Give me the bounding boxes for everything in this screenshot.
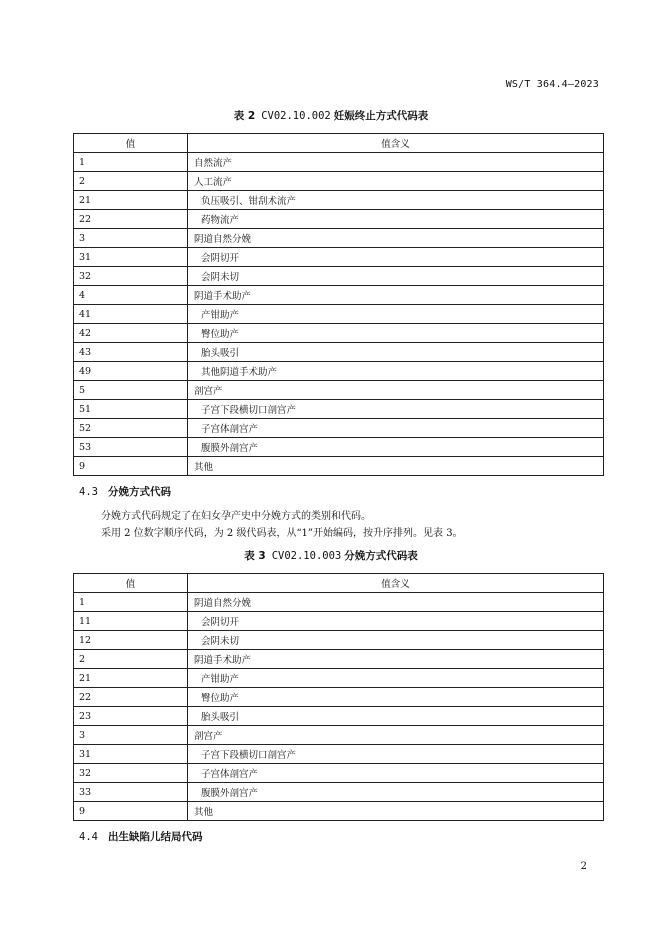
table-cell-meaning: 子宫下段横切口剖宫产 — [188, 745, 604, 764]
table-row — [74, 286, 604, 305]
table-cell-value: 22 — [74, 688, 188, 707]
table-cell-value: 49 — [74, 362, 188, 381]
table-row — [74, 191, 604, 210]
table-row — [74, 457, 604, 476]
table-row — [74, 612, 604, 631]
table2-body — [74, 153, 604, 476]
table-cell-meaning: 阴道手术助产 — [188, 650, 604, 669]
table-row — [74, 438, 604, 457]
table-cell-value: 1 — [74, 593, 188, 612]
table-row — [74, 650, 604, 669]
table3 — [73, 573, 604, 821]
table-cell-value: 52 — [74, 419, 188, 438]
table2-caption-title: 妊娠终止方式代码表 — [333, 110, 429, 122]
table-cell-meaning: 子宫下段横切口剖宫产 — [188, 400, 604, 419]
table-cell-value: 4 — [74, 286, 188, 305]
table-cell-value: 31 — [74, 248, 188, 267]
document-code: WS/T 364.4—2023 — [505, 79, 599, 90]
table-cell-value: 5 — [74, 381, 188, 400]
table-row — [74, 362, 604, 381]
table-cell-meaning: 药物流产 — [188, 210, 604, 229]
table-cell-value: 2 — [74, 172, 188, 191]
table-cell-meaning: 剖宫产 — [188, 726, 604, 745]
table-cell-value: 32 — [74, 764, 188, 783]
table-cell-meaning: 子宫体剖宫产 — [188, 419, 604, 438]
table-cell-meaning: 胎头吸引 — [188, 707, 604, 726]
table3-header-value: 值 — [74, 574, 188, 593]
table-cell-value: 51 — [74, 400, 188, 419]
table-row — [74, 745, 604, 764]
table-cell-meaning: 其他阴道手术助产 — [188, 362, 604, 381]
table-cell-value: 23 — [74, 707, 188, 726]
table-row — [74, 764, 604, 783]
table3-header-row — [74, 574, 604, 593]
table-row — [74, 210, 604, 229]
table-cell-value: 33 — [74, 783, 188, 802]
table-row — [74, 400, 604, 419]
section-4-3-paragraph-2: 采用 2 位数字顺序代码，为 2 级代码表，从“1”开始编码，按升序排列。见表 3。 — [101, 528, 463, 539]
table-cell-value: 21 — [74, 191, 188, 210]
table-row — [74, 707, 604, 726]
table-cell-value: 53 — [74, 438, 188, 457]
table-cell-value: 12 — [74, 631, 188, 650]
table-cell-meaning: 腹膜外剖宫产 — [188, 438, 604, 457]
table-cell-meaning: 人工流产 — [188, 172, 604, 191]
table-cell-meaning: 负压吸引、钳刮术流产 — [188, 191, 604, 210]
table-cell-meaning: 阴道自然分娩 — [188, 593, 604, 612]
table-cell-value: 3 — [74, 726, 188, 745]
table-cell-meaning: 剖宫产 — [188, 381, 604, 400]
table-cell-meaning: 腹膜外剖宫产 — [188, 783, 604, 802]
table2-header-value: 值 — [74, 134, 188, 153]
table-cell-value: 41 — [74, 305, 188, 324]
table-cell-value: 21 — [74, 669, 188, 688]
section-4-3-heading — [79, 484, 171, 499]
section-4-3-paragraph-1: 分娩方式代码规定了在妇女孕产史中分娩方式的类别和代码。 — [101, 511, 371, 522]
table-cell-meaning: 臀位助产 — [188, 324, 604, 343]
table-row — [74, 343, 604, 362]
table-cell-meaning: 会阴切开 — [188, 248, 604, 267]
table2-caption — [0, 108, 662, 123]
table2-header-meaning: 值含义 — [188, 134, 604, 153]
table-cell-value: 9 — [74, 457, 188, 476]
table-cell-value: 11 — [74, 612, 188, 631]
table-cell-value: 32 — [74, 267, 188, 286]
table-cell-meaning: 胎头吸引 — [188, 343, 604, 362]
table-row — [74, 688, 604, 707]
table-cell-meaning: 子宫体剖宫产 — [188, 764, 604, 783]
table-cell-value: 42 — [74, 324, 188, 343]
table3-caption-number: 表 3 — [244, 550, 266, 562]
table3-caption-title: 分娩方式代码表 — [344, 550, 418, 562]
table3-header-meaning: 值含义 — [188, 574, 604, 593]
page-number: 2 — [580, 861, 587, 872]
table-cell-value: 31 — [74, 745, 188, 764]
table2-caption-code: CV02.10.002 — [261, 110, 331, 122]
section-4-3-number: 4.3 — [79, 486, 98, 498]
table-cell-meaning: 阴道自然分娩 — [188, 229, 604, 248]
table-row — [74, 802, 604, 821]
table-cell-meaning: 会阴未切 — [188, 631, 604, 650]
table-row — [74, 248, 604, 267]
table-row — [74, 267, 604, 286]
table-row — [74, 153, 604, 172]
table-row — [74, 631, 604, 650]
table-cell-meaning: 臀位助产 — [188, 688, 604, 707]
table2-header-row — [74, 134, 604, 153]
table-row — [74, 726, 604, 745]
table2-caption-number: 表 2 — [233, 110, 256, 122]
table3-caption-code: CV02.10.003 — [271, 550, 342, 562]
table-row — [74, 305, 604, 324]
table-row — [74, 593, 604, 612]
table-cell-value: 1 — [74, 153, 188, 172]
table-cell-value: 2 — [74, 650, 188, 669]
table-row — [74, 324, 604, 343]
table-row — [74, 172, 604, 191]
section-4-4-heading — [79, 829, 202, 844]
table-cell-meaning: 产钳助产 — [188, 669, 604, 688]
table2 — [73, 133, 604, 476]
table-cell-meaning: 阴道手术助产 — [188, 286, 604, 305]
section-4-4-number: 4.4 — [79, 831, 98, 843]
table-cell-meaning: 其他 — [188, 457, 604, 476]
table-cell-value: 43 — [74, 343, 188, 362]
table-cell-value: 22 — [74, 210, 188, 229]
table3-body — [74, 593, 604, 821]
table-row — [74, 783, 604, 802]
table-cell-meaning: 自然流产 — [188, 153, 604, 172]
table-cell-meaning: 会阴未切 — [188, 267, 604, 286]
table-row — [74, 229, 604, 248]
table-row — [74, 669, 604, 688]
table-row — [74, 419, 604, 438]
section-4-3-title: 分娩方式代码 — [107, 486, 171, 498]
section-4-4-title: 出生缺陷儿结局代码 — [107, 831, 203, 843]
table-cell-value: 3 — [74, 229, 188, 248]
table-cell-value: 9 — [74, 802, 188, 821]
table-cell-meaning: 产钳助产 — [188, 305, 604, 324]
table-row — [74, 381, 604, 400]
table-cell-meaning: 会阴切开 — [188, 612, 604, 631]
table-cell-meaning: 其他 — [188, 802, 604, 821]
table3-caption — [0, 548, 662, 563]
